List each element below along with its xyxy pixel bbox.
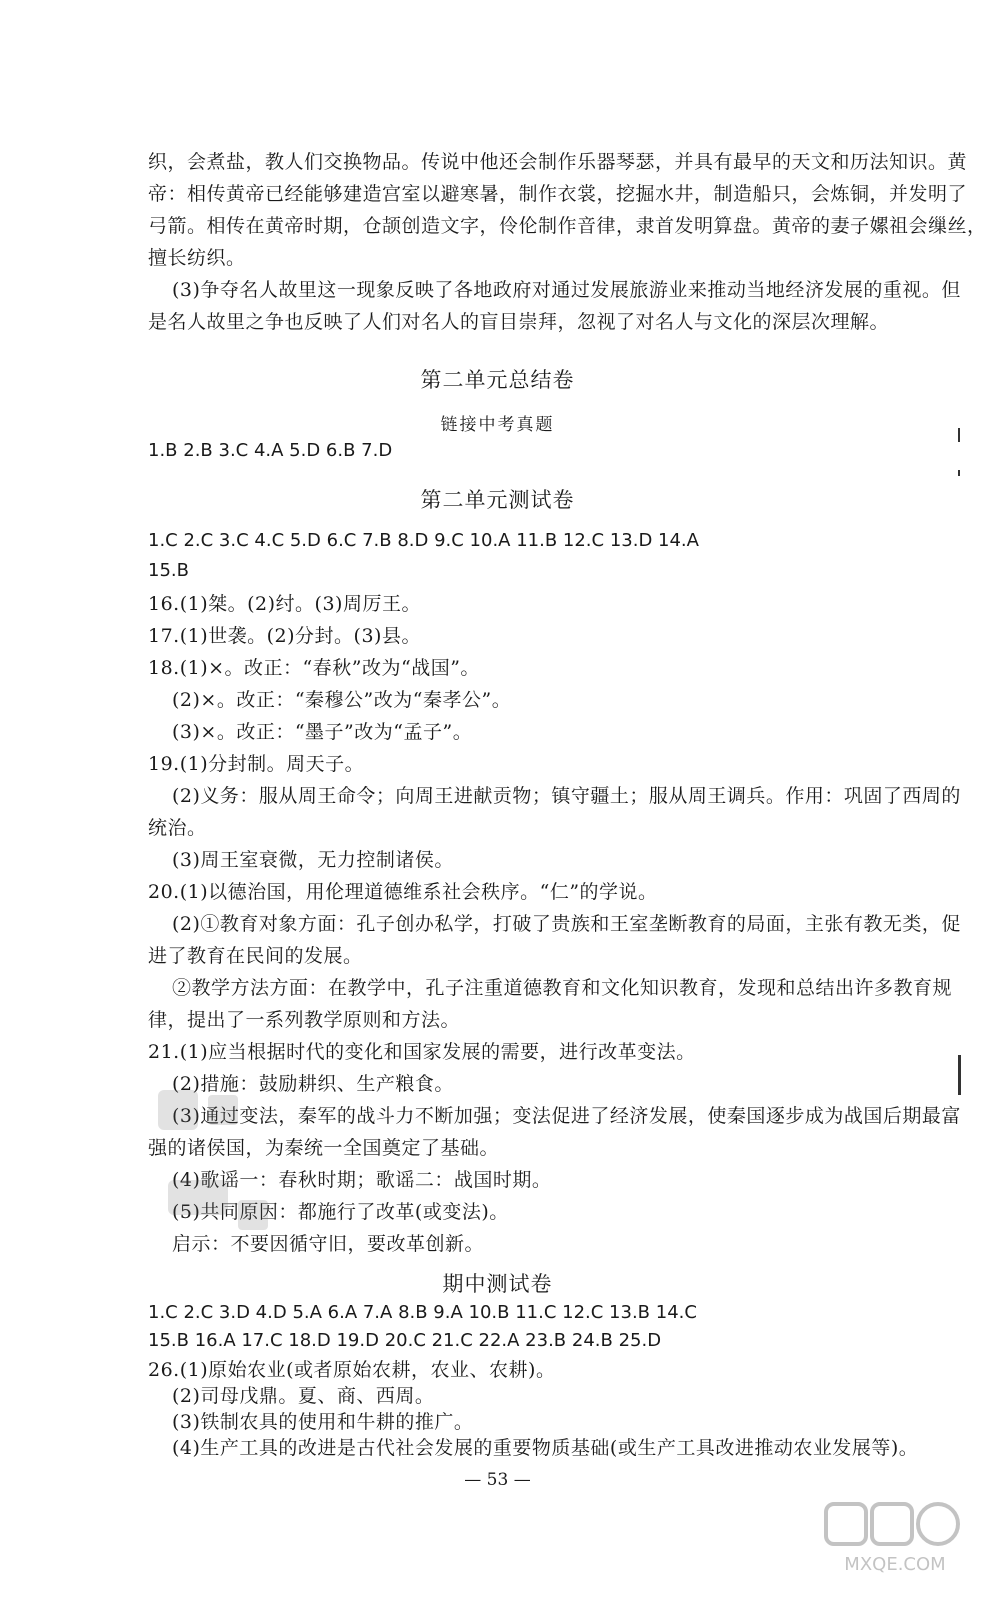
answer-item: 律，提出了一系列教学原则和方法。 xyxy=(148,1009,461,1031)
watermark-text: MXQE.COM xyxy=(844,1554,946,1575)
section-title: 期中测试卷 xyxy=(442,1272,553,1296)
answer-item: (4)歌谣一：春秋时期；歌谣二：战国时期。 xyxy=(172,1169,552,1191)
answer-item: 19.(1)分封制。周天子。 xyxy=(148,753,365,775)
answer-item: (3)铁制农具的使用和牛耕的推广。 xyxy=(172,1411,474,1433)
answer-line: 1.B 2.B 3.C 4.A 5.D 6.B 7.D xyxy=(148,440,393,461)
section-subtitle: 链接中考真题 xyxy=(440,415,555,435)
answer-item: (2)义务：服从周王命令；向周王进献贡物；镇守疆土；服从周王调兵。作用：巩固了西周的 xyxy=(172,785,961,807)
paragraph-line: 帝：相传黄帝已经能够建造宫室以避寒暑，制作衣裳，挖掘水井，制造船只，会炼铜，并发明了 xyxy=(148,183,968,205)
paragraph-line: 是名人故里之争也反映了人们对名人的盲目崇拜，忽视了对名人与文化的深层次理解。 xyxy=(148,311,890,333)
answer-line: 15.B xyxy=(148,560,189,581)
section-title: 第二单元测试卷 xyxy=(420,488,575,512)
answer-item: (5)共同原因：都施行了改革(或变法)。 xyxy=(172,1201,509,1223)
answer-item: 26.(1)原始农业(或者原始农耕，农业、农耕)。 xyxy=(148,1359,556,1381)
answer-item: (2)司母戊鼎。夏、商、西周。 xyxy=(172,1385,435,1407)
answer-item: 统治。 xyxy=(148,817,207,839)
scan-mark xyxy=(958,1055,961,1095)
answer-line: 15.B 16.A 17.C 18.D 19.D 20.C 21.C 22.A 23.B 24.B 25.D xyxy=(148,1330,662,1351)
scan-mark xyxy=(958,428,960,442)
answer-item: (3)通过变法，秦军的战斗力不断加强；变法促进了经济发展，使秦国逐步成为战国后期最富 xyxy=(172,1105,961,1127)
paragraph-line: (3)争夺名人故里这一现象反映了各地政府对通过发展旅游业来推动当地经济发展的重视。但 xyxy=(172,279,961,301)
scan-mark xyxy=(958,470,960,476)
paragraph-line: 擅长纺织。 xyxy=(148,247,246,269)
answer-item: (3)周王室衰微，无力控制诸侯。 xyxy=(172,849,454,871)
stamp-watermark-icon xyxy=(148,1080,288,1260)
answer-item: (2)①教育对象方面：孔子创办私学，打破了贵族和王室垄断教育的局面，主张有教无类，促 xyxy=(172,913,961,935)
answer-item: 17.(1)世袭。(2)分封。(3)县。 xyxy=(148,625,421,647)
answer-item: 21.(1)应当根据时代的变化和国家发展的需要，进行改革变法。 xyxy=(148,1041,696,1063)
answer-item: 进了教育在民间的发展。 xyxy=(148,945,363,967)
answer-line: 1.C 2.C 3.D 4.D 5.A 6.A 7.A 8.B 9.A 10.B 11.C 12.C 13.B 14.C xyxy=(148,1302,697,1323)
answer-item: 强的诸侯国，为秦统一全国奠定了基础。 xyxy=(148,1137,500,1159)
answer-item: 20.(1)以德治国，用伦理道德维系社会秩序。“仁”的学说。 xyxy=(148,881,658,903)
answer-line: 1.C 2.C 3.C 4.C 5.D 6.C 7.B 8.D 9.C 10.A 11.B 12.C 13.D 14.A xyxy=(148,530,699,551)
answer-item: (4)生产工具的改进是古代社会发展的重要物质基础(或生产工具改进推动农业发展等)。 xyxy=(172,1437,919,1459)
paragraph-line: 织，会煮盐，教人们交换物品。传说中他还会制作乐器琴瑟，并具有最早的天文和历法知识。黄 xyxy=(148,151,968,173)
answer-item: (2)×。改正：“秦穆公”改为“秦孝公”。 xyxy=(172,689,512,711)
answer-item: (2)措施：鼓励耕织、生产粮食。 xyxy=(172,1073,454,1095)
answer-item: 启示：不要因循守旧，要改革创新。 xyxy=(172,1233,485,1255)
answer-item: 16.(1)桀。(2)纣。(3)周厉王。 xyxy=(148,593,421,615)
answer-item: ②教学方法方面：在教学中，孔子注重道德教育和文化知识教育，发现和总结出许多教育规 xyxy=(172,977,953,999)
section-title: 第二单元总结卷 xyxy=(420,368,575,392)
paragraph-line: 弓箭。相传在黄帝时期，仓颉创造文字，伶伦制作音律，隶首发明算盘。黄帝的妻子嫘祖会缫丝， xyxy=(148,215,987,237)
site-watermark-logo-icon xyxy=(820,1498,970,1578)
answer-item: 18.(1)×。改正：“春秋”改为“战国”。 xyxy=(148,657,480,679)
page-number: — 53 — xyxy=(464,1470,531,1490)
answer-item: (3)×。改正：“墨子”改为“孟子”。 xyxy=(172,721,473,743)
